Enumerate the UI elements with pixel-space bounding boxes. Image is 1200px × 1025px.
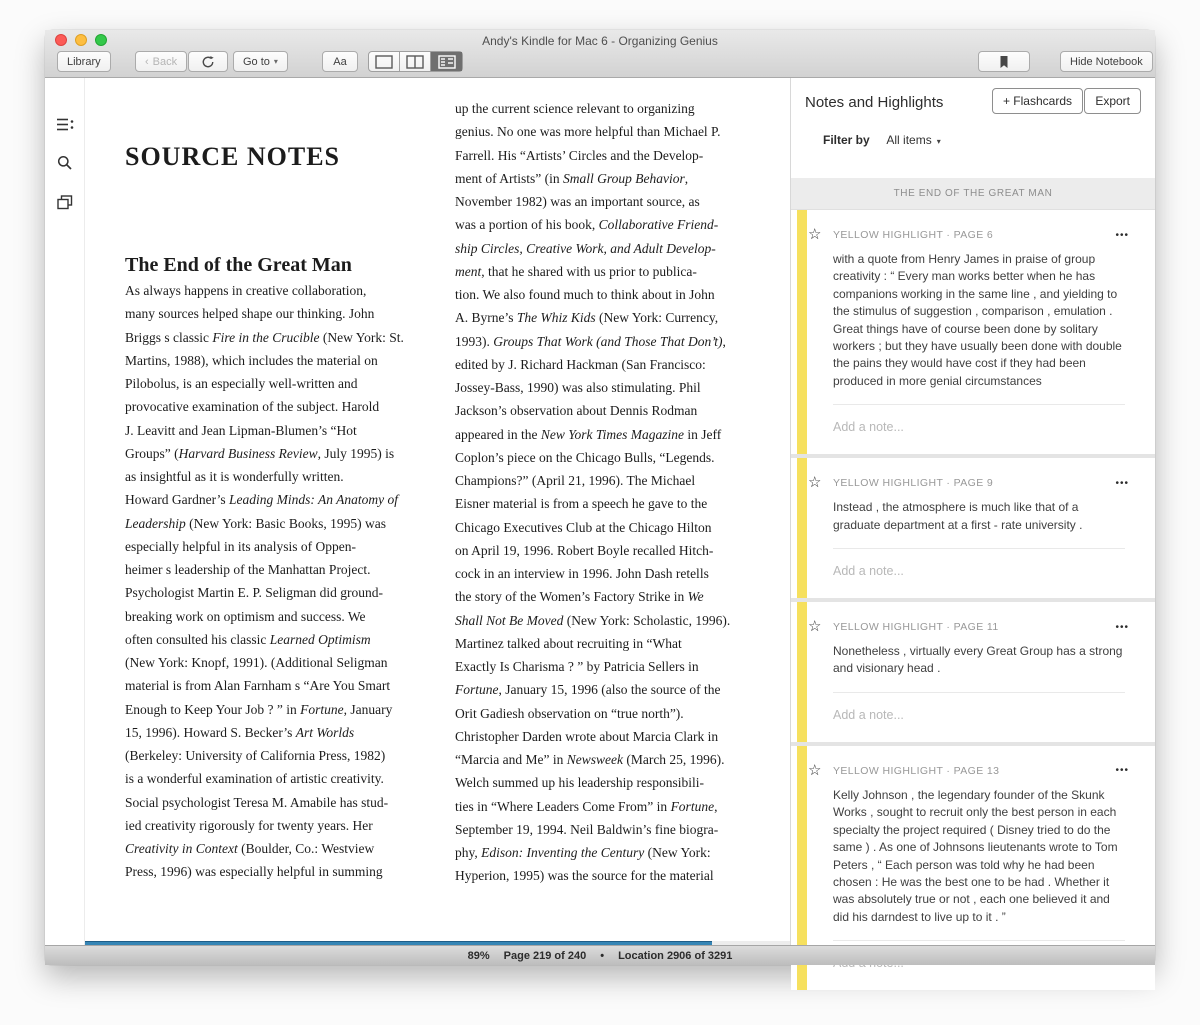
card-header [791, 210, 1155, 241]
text-line: ship Circles, Creative Work, and Adult Develop- [455, 240, 716, 256]
highlight-color-strip [797, 458, 807, 598]
text-line: 1993). Groups That Work (and Those That Don’t), [455, 333, 726, 349]
text-line: Press, 1996) was especially helpful in summing [125, 864, 383, 880]
view-mode-segmented-control [368, 51, 463, 72]
text-line: Farrell. His “Artists’ Circles and the Develop- [455, 147, 704, 163]
text-line: Groups” (Harvard Business Review, July 1995) is [125, 445, 395, 461]
text-line: Jackson’s observation about Dennis Rodman [455, 403, 698, 419]
progress-percent: 89% [467, 949, 490, 962]
text-line: Howard Gardner’s Leading Minds: An Anatomy of [125, 492, 398, 508]
text-line: Enough to Keep Your Job ? ” in Fortune, January [125, 701, 393, 717]
toolbar [45, 50, 1155, 78]
status-bar [45, 945, 1155, 965]
window-title: Andy's Kindle for Mac 6 - Organizing Genius [482, 34, 718, 48]
highlight-text: Kelly Johnson , the legendary founder of the Skunk Works , sought to recruit only the best person in each specialty the project required ( Disney tried to do the same ) . As one of Johnsons lieutenants wrote to Tom Peters , “ Each person was told why he had been chosen : He was the best one to be had . Whether it was absolutely true or not , each one believed it and did his darndest to live up to it . ” [833, 787, 1118, 924]
notebook-view-icon [438, 55, 456, 69]
highlight-color-strip [797, 602, 807, 742]
text-line: Champions?” (April 21, 1996). The Michael [455, 473, 696, 488]
search-icon [57, 155, 73, 171]
more-options-icon[interactable]: ••• [1115, 229, 1129, 241]
card-header [791, 458, 1155, 492]
separator-dot: • [600, 949, 605, 962]
highlight-color-strip [797, 210, 807, 454]
text-line: November 1982) was an important source, as [455, 194, 700, 209]
text-line: breaking work on optimism and success. We [125, 608, 366, 624]
xray-icon [57, 195, 73, 210]
library-button[interactable]: Library [57, 51, 111, 72]
main-content [45, 78, 1155, 945]
notebook-panel [790, 78, 1155, 945]
text-line: as insightful as it is wonderfully written. [125, 469, 344, 484]
reading-pane [85, 78, 790, 945]
export-button[interactable]: Export [1084, 88, 1141, 114]
text-line: ment of Artists” (in Small Group Behavior, [455, 170, 689, 186]
text-line: phy, Edison: Inventing the Century (New York: [455, 845, 711, 860]
star-icon[interactable]: ☆ [808, 618, 822, 636]
add-note-field[interactable]: Add a note... [833, 564, 904, 579]
text-line: Psychologist Martin E. P. Seligman did ground- [125, 585, 383, 601]
text-line: appeared in the New York Times Magazine in Jeff [455, 426, 722, 442]
text-line: Pilobolus, is an especially well-written and [125, 376, 358, 391]
text-line: Hyperion, 1995) was the source for the material [455, 868, 714, 884]
window-chrome [45, 30, 1155, 78]
text-line: Martins, 1988), which includes the material on [125, 352, 378, 368]
text-line: especially helpful in its analysis of Oppen- [125, 538, 356, 554]
text-line: is a wonderful examination of artistic creativity. [125, 771, 384, 787]
section-heading: The End of the Great Man [125, 254, 352, 276]
location-indicator: Location 2906 of 3291 [618, 949, 733, 962]
text-line: September 19, 1994. Neil Baldwin’s fine biogra- [455, 821, 719, 837]
chevron-down-icon: ▾ [936, 137, 941, 146]
hide-notebook-button[interactable]: Hide Notebook [1060, 51, 1153, 72]
filter-dropdown[interactable]: All items ▾ [886, 133, 941, 147]
text-line: Shall Not Be Moved (New York: Scholastic, 1996). [455, 612, 731, 628]
text-line: (New York: Knopf, 1991). (Additional Seligman [125, 655, 388, 670]
more-options-icon[interactable]: ••• [1115, 477, 1129, 489]
add-note-field[interactable]: Add a note... [833, 707, 904, 722]
text-line: edited by J. Richard Hackman (San Francisco: [455, 356, 706, 372]
goto-dropdown[interactable]: Go to ▾ [233, 51, 288, 72]
section-header: THE END OF THE GREAT MAN [791, 178, 1155, 210]
single-page-icon [375, 55, 393, 69]
text-line: ment, that he shared with us prior to publica- [455, 263, 697, 279]
text-line: Christopher Darden wrote about Marcia Clark in [455, 728, 719, 744]
text-line: 15, 1996). Howard S. Becker’s Art Worlds [125, 724, 355, 740]
filter-label: Filter by [823, 133, 870, 147]
text-line: Chicago Executives Club at the Chicago Hilton [455, 519, 712, 535]
bookmark-button[interactable] [978, 51, 1030, 72]
text-line: cock in an interview in 1996. John Dash retells [455, 566, 709, 581]
single-page-view-button[interactable] [369, 52, 400, 71]
text-line: heimer s leadership of the Manhattan Project. [125, 562, 371, 577]
text-line: Briggs s classic Fire in the Crucible (New York: St. [125, 329, 404, 345]
star-icon[interactable]: ☆ [808, 226, 822, 243]
card-header [791, 602, 1155, 636]
text-line: (Berkeley: University of California Press, 1982) [125, 748, 386, 763]
text-line: J. Leavitt and Jean Lipman-Blumen’s “Hot [125, 422, 357, 438]
text-line: the story of the Women’s Factory Strike in We [455, 589, 704, 605]
highlight-label: YELLOW HIGHLIGHT · PAGE 9 [833, 477, 994, 490]
text-line: material is from Alan Farnham s “Are You Smart [125, 678, 391, 694]
text-line: Social psychologist Teresa M. Amabile has stud- [125, 794, 389, 810]
filter-row [823, 133, 941, 147]
text-line: many sources helped shape our thinking. John [125, 306, 375, 322]
highlight-label: YELLOW HIGHLIGHT · PAGE 6 [833, 229, 994, 241]
text-line: ties in “Where Leaders Come From” in Fortune, [455, 798, 718, 814]
text-line: up the current science relevant to organizing [455, 101, 695, 116]
chapter-heading: SOURCE NOTES [125, 142, 340, 171]
font-settings-button[interactable]: Aa [322, 51, 358, 72]
text-column-1 [125, 279, 425, 884]
text-line: A. Byrne’s The Whiz Kids (New York: Currency, [455, 310, 719, 326]
text-line: Fortune, January 15, 1996 (also the source of the [455, 682, 721, 698]
highlight-cards [791, 210, 1155, 945]
text-line: Exactly Is Charisma ? ” by Patricia Sellers in [455, 659, 699, 674]
star-icon[interactable]: ☆ [808, 474, 822, 492]
more-options-icon[interactable]: ••• [1115, 765, 1129, 777]
highlight-text: with a quote from Henry James in praise of group creativity : “ Every man works better when he has companions working in the same line , and yielding to the stimulus of suggestion , comparison , emulation . Great things have of course been done by solitary workers ; but they have usually been done with double the pains they would have cost if they had been produced in more genial circumstances [833, 252, 1122, 388]
sync-button[interactable] [188, 51, 228, 72]
text-column-2 [455, 97, 755, 888]
search-button[interactable] [55, 153, 75, 173]
text-line: Orit Gadiesh observation on “true north”). [455, 705, 684, 721]
xray-button[interactable] [55, 192, 75, 212]
chevron-down-icon: ▾ [273, 57, 278, 66]
bookmark-icon [998, 55, 1010, 69]
add-note-field[interactable]: Add a note... [833, 420, 904, 435]
toc-button[interactable] [55, 114, 75, 134]
highlight-label: YELLOW HIGHLIGHT · PAGE 13 [833, 764, 1000, 777]
highlight-label: YELLOW HIGHLIGHT · PAGE 11 [833, 621, 999, 634]
text-line: “Marcia and Me” in Newsweek (March 25, 1996). [455, 752, 725, 767]
page-indicator: Page 219 of 240 [503, 949, 587, 962]
text-line: Eisner material is from a speech he gave to the [455, 496, 708, 512]
text-line: genius. No one was more helpful than Michael P. [455, 124, 721, 140]
text-line: was a portion of his book, Collaborative Friend- [455, 217, 719, 233]
app-window [45, 30, 1155, 965]
star-icon[interactable]: ☆ [808, 761, 822, 779]
text-line: provocative examination of the subject. Harold [125, 399, 380, 415]
notebook-view-button[interactable] [431, 52, 462, 71]
text-line: Jossey-Bass, 1990) was also stimulating. Phil [455, 380, 701, 395]
left-icon-rail [45, 78, 85, 945]
flashcards-button[interactable]: + Flashcards [992, 88, 1083, 114]
text-line: Martinez talked about recruiting in “What [455, 635, 682, 651]
text-line: on April 19, 1996. Robert Boyle recalled Hitch- [455, 542, 714, 558]
highlight-card[interactable] [791, 458, 1155, 598]
text-line: Coplon’s piece on the Chicago Bulls, “Legends. [455, 449, 715, 465]
more-options-icon[interactable]: ••• [1115, 621, 1129, 633]
highlight-text: Instead , the atmosphere is much like that of a graduate department at a first - rate university . [833, 500, 1083, 532]
sync-icon [201, 55, 215, 69]
two-column-icon [406, 55, 424, 69]
text-line: Welch summed up his leadership responsibili- [455, 775, 704, 791]
text-line: Leadership (New York: Basic Books, 1995) was [125, 515, 386, 531]
text-line: tion. We also found much to think about in John [455, 287, 715, 302]
highlight-card[interactable] [791, 210, 1155, 454]
notebook-title: Notes and Highlights [805, 94, 944, 111]
highlight-card[interactable] [791, 602, 1155, 742]
text-line: ied creativity rigorously for twenty years. Her [125, 817, 373, 833]
text-line: Creativity in Context (Boulder, Co.: Westview [125, 841, 375, 856]
two-column-view-button[interactable] [400, 52, 431, 71]
text-line: often consulted his classic Learned Optimism [125, 631, 371, 647]
toc-icon [57, 117, 74, 132]
text-line: As always happens in creative collaboration, [125, 283, 367, 298]
back-chevron-icon: ‹ [145, 55, 149, 68]
highlight-text: Nonetheless , virtually every Great Group has a strong and visionary head . [833, 644, 1123, 676]
card-header [791, 746, 1155, 777]
back-button[interactable]: ‹ Back [135, 51, 187, 72]
